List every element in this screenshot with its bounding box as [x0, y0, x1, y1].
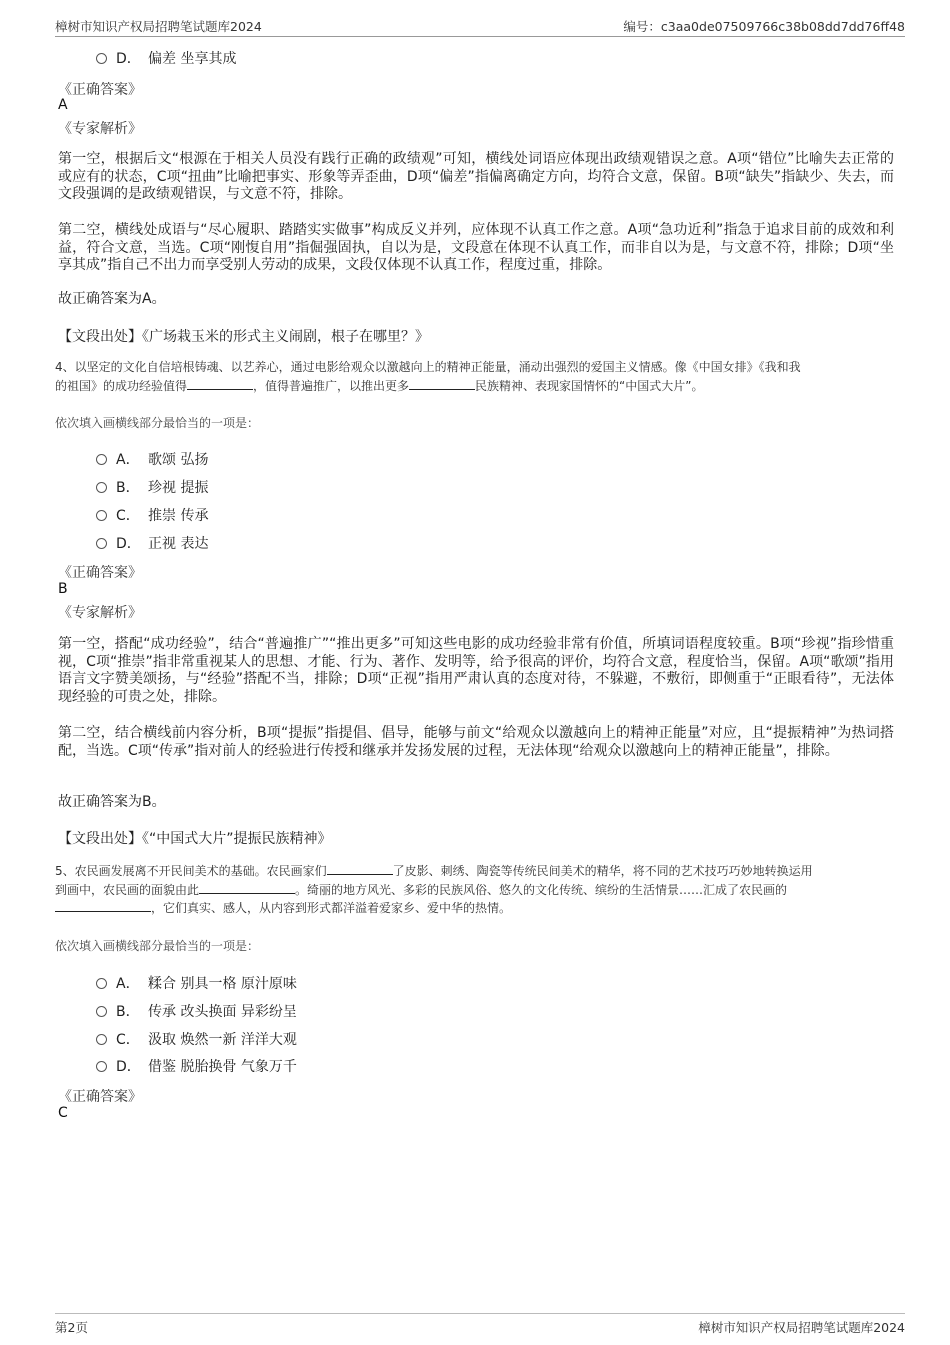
footer-title: 樟树市知识产权局招聘笔试题库2024	[698, 1320, 905, 1335]
fill-blank	[187, 377, 253, 390]
q4-option-a[interactable]: A． 歌颂 弘扬	[96, 449, 208, 469]
question-hint: 依次填入画横线部分最恰当的一项是：	[55, 939, 260, 953]
analysis-label: 《专家解析》	[58, 605, 142, 621]
page-header	[55, 14, 905, 37]
q4-option-c[interactable]: C． 推崇 传承	[96, 505, 208, 525]
radio-icon[interactable]	[96, 1034, 107, 1045]
radio-icon[interactable]	[96, 510, 107, 521]
header-title: 樟树市知识产权局招聘笔试题库2024	[55, 19, 262, 34]
answer-value: B	[58, 581, 68, 597]
q5-option-b[interactable]: B． 传承 改头换面 异彩纷呈	[96, 1001, 297, 1021]
radio-icon[interactable]	[96, 538, 107, 549]
analysis-paragraph: 第一空，根据后文“根源在于相关人员没有践行正确的政绩观”可知，横线处词语应体现出政绩观错误之意。A项“错位”比喻失去正常的或应有的状态，C项“扭曲”比喻把事实、形象等弄歪曲，D项“偏差”指偏离确定方向，均符合文意，保留。B项“缺失”指缺少、失去，而文段强调的是政绩观错误，与文意不符，排除。	[58, 151, 894, 202]
answer-label: 《正确答案》	[58, 565, 142, 581]
q4-option-d[interactable]: D． 正视 表达	[96, 533, 208, 553]
question-5-stem: 5、农民画发展离不开民间美术的基础。农民画家们 了皮影、刺绣、陶瓷等传统民间美术的精华，将不同的艺术技巧巧妙地转换运用 到画中，农民画的面貌由此 。绮丽的地方风光、多彩的民族风俗、悠久的文化传统、缤纷的生活情景……汇成了农民画的 ，它们真实、感人，从内容到形式都洋溢着爱家乡、爱中华的热情。	[55, 864, 813, 915]
question-hint: 依次填入画横线部分最恰当的一项是：	[55, 416, 260, 430]
answer-value: A	[58, 97, 68, 113]
conclusion: 故正确答案为A。	[58, 291, 166, 307]
conclusion: 故正确答案为B。	[58, 794, 166, 810]
q4-option-b[interactable]: B． 珍视 提振	[96, 477, 208, 497]
radio-icon[interactable]	[96, 53, 107, 64]
q5-option-d[interactable]: D． 借鉴 脱胎换骨 气象万千	[96, 1056, 297, 1076]
source-citation: 【文段出处】《广场栽玉米的形式主义闹剧，根子在哪里？》	[58, 329, 429, 345]
radio-icon[interactable]	[96, 978, 107, 989]
source-citation: 【文段出处】《“中国式大片”提振民族精神》	[58, 831, 332, 847]
prev-option-d[interactable]: D． 偏差 坐享其成	[96, 48, 236, 68]
q5-option-c[interactable]: C． 汲取 焕然一新 洋洋大观	[96, 1029, 297, 1049]
page-footer	[55, 1313, 905, 1336]
analysis-paragraph: 第二空，横线处成语与“尽心履职、踏踏实实做事”构成反义并列，应体现不认真工作之意。A项“急功近利”指急于追求目前的成效和利益，符合文意，当选。C项“刚愎自用”指倔强固执，自以为是，文段意在体现不认真工作，而非自以为是，与文意不符，排除；D项“坐享其成”指自己不出力而享受别人劳动的成果，文段仅体现不认真工作，程度过重，排除。	[58, 222, 894, 273]
header-serial: 编号：c3aa0de07509766c38b08dd7dd76ff48	[623, 19, 905, 34]
fill-blank	[327, 862, 393, 875]
q5-option-a[interactable]: A． 糅合 别具一格 原汁原味	[96, 973, 297, 993]
fill-blank	[55, 899, 151, 912]
radio-icon[interactable]	[96, 1061, 107, 1072]
analysis-paragraph: 第二空，结合横线前内容分析，B项“提振”指提倡、倡导，能够与前文“给观众以激越向上的精神正能量”对应，且“提振精神”为热词搭配，当选。C项“传承”指对前人的经验进行传授和继承并发扬发展的过程，无法体现“给观众以激越向上的精神正能量”，排除。	[58, 725, 894, 759]
answer-value: C	[58, 1105, 68, 1121]
fill-blank	[409, 377, 475, 390]
analysis-label: 《专家解析》	[58, 121, 142, 137]
question-4-stem: 4、以坚定的文化自信培根铸魂、以艺养心，通过电影给观众以激越向上的精神正能量，涌动出强烈的爱国主义情感。像《中国女排》《我和我 的祖国》的成功经验值得 ，值得普遍推广，以推出更多 民族精神、表现家国情怀的“中国式大片”。	[55, 360, 801, 393]
analysis-paragraph: 第一空，搭配“成功经验”，结合“普遍推广”“推出更多”可知这些电影的成功经验非常有价值，所填词语程度较重。B项“珍视”指珍惜重视，C项“推崇”指非常重视某人的思想、才能、行为、著作、发明等，给予很高的评价，均符合文意，程度恰当，保留。A项“歌颂”指用语言文字赞美颂扬，与“经验”搭配不当，排除；D项“正视”指用严肃认真的态度对待，不躲避，不敷衍，即侧重于“正眼看待”，无法体现经验的可贵之处，排除。	[58, 636, 894, 705]
fill-blank	[199, 881, 295, 894]
page-number: 第2页	[55, 1320, 88, 1335]
radio-icon[interactable]	[96, 454, 107, 465]
answer-label: 《正确答案》	[58, 1089, 142, 1105]
radio-icon[interactable]	[96, 482, 107, 493]
radio-icon[interactable]	[96, 1006, 107, 1017]
answer-label: 《正确答案》	[58, 82, 142, 98]
